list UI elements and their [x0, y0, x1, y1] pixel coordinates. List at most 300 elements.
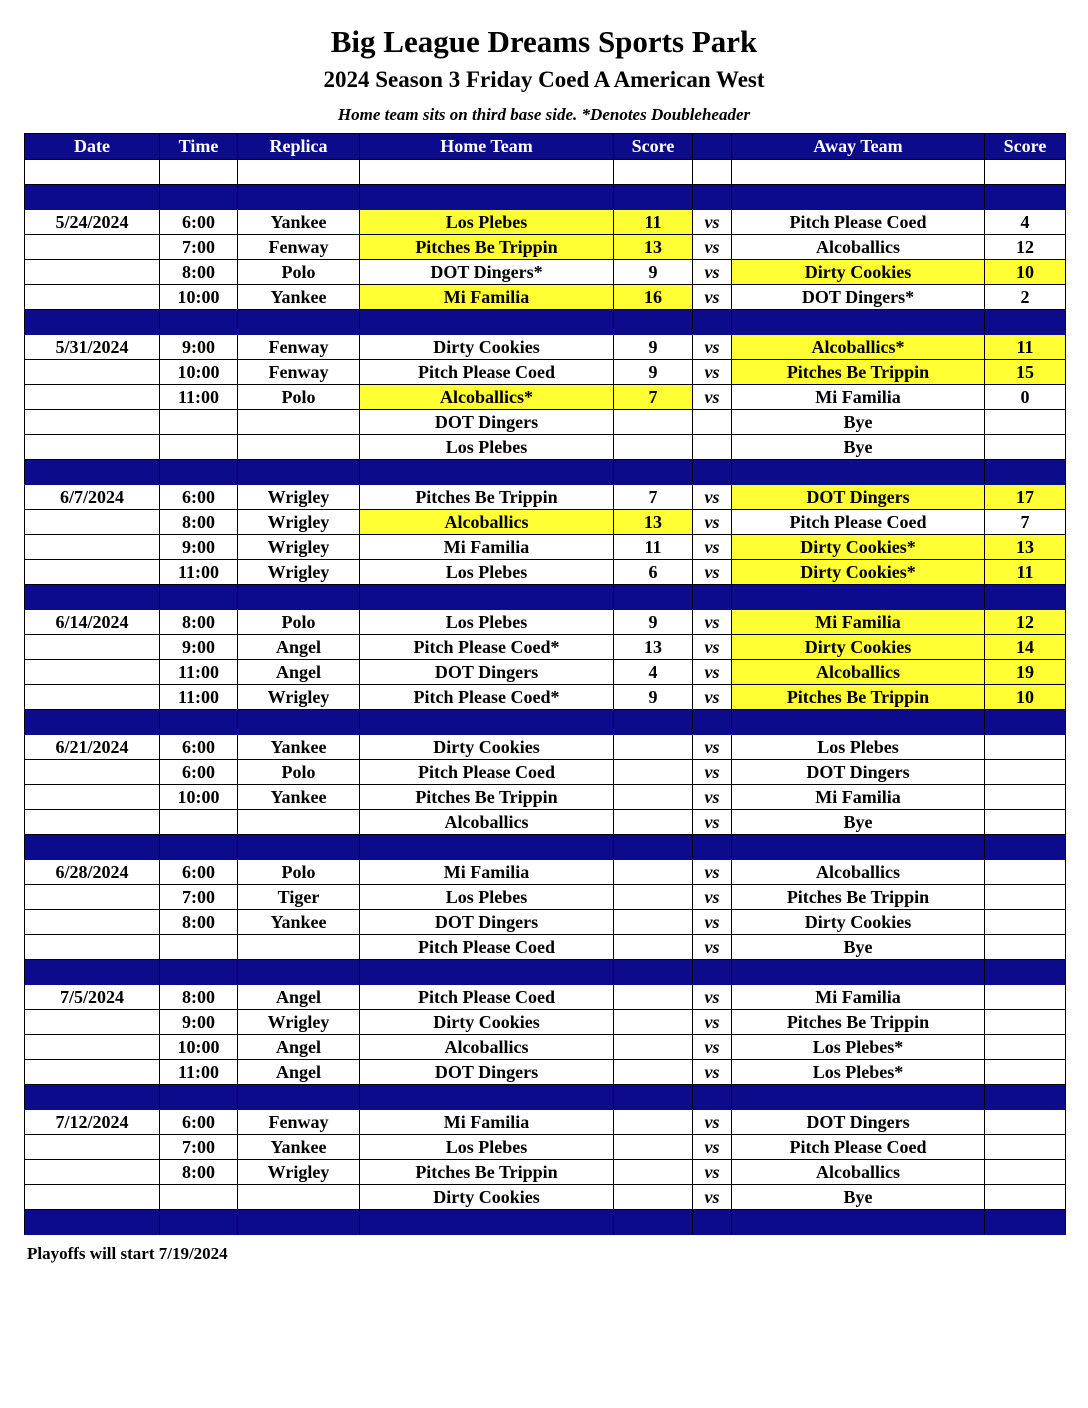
game-row [25, 735, 1066, 760]
game-time: 9:00 [160, 635, 238, 660]
away-score [985, 935, 1066, 960]
away-score [985, 810, 1066, 835]
home-team: Los Plebes [360, 610, 614, 635]
game-row [25, 610, 1066, 635]
away-score [985, 735, 1066, 760]
game-date: 6/14/2024 [25, 610, 160, 635]
vs-label: vs [693, 285, 732, 310]
game-date [25, 1035, 160, 1060]
game-row [25, 685, 1066, 710]
header-note: Home team sits on third base side. *Denotes Doubleheader [337, 105, 751, 124]
game-field: Wrigley [238, 685, 360, 710]
game-time: 9:00 [160, 535, 238, 560]
game-row [25, 335, 1066, 360]
vs-label: vs [693, 1160, 732, 1185]
away-team: Los Plebes* [732, 1035, 985, 1060]
game-time: 10:00 [160, 1035, 238, 1060]
home-score: 4 [614, 660, 693, 685]
game-date [25, 410, 160, 435]
game-date: 6/28/2024 [25, 860, 160, 885]
game-date: 5/24/2024 [25, 210, 160, 235]
home-score [614, 810, 693, 835]
home-team: Los Plebes [360, 885, 614, 910]
vs-label: vs [693, 685, 732, 710]
home-team: DOT Dingers [360, 910, 614, 935]
game-time: 8:00 [160, 610, 238, 635]
away-score: 12 [985, 235, 1066, 260]
game-field: Angel [238, 1035, 360, 1060]
game-row [25, 560, 1066, 585]
away-team: DOT Dingers [732, 1110, 985, 1135]
game-field: Polo [238, 610, 360, 635]
away-team: Mi Familia [732, 610, 985, 635]
away-team: Alcoballics [732, 1160, 985, 1185]
away-team: Pitch Please Coed [732, 210, 985, 235]
away-score [985, 885, 1066, 910]
home-team: DOT Dingers [360, 1060, 614, 1085]
away-team: Dirty Cookies [732, 260, 985, 285]
game-field: Angel [238, 1060, 360, 1085]
col-away-team: Away Team [732, 134, 985, 160]
game-date [25, 360, 160, 385]
game-field: Wrigley [238, 510, 360, 535]
game-time [160, 1185, 238, 1210]
page-title: Big League Dreams Sports Park [330, 24, 758, 59]
col-vs [693, 134, 732, 160]
away-team: Mi Familia [732, 385, 985, 410]
away-score [985, 985, 1066, 1010]
away-score: 13 [985, 535, 1066, 560]
away-team: Dirty Cookies* [732, 560, 985, 585]
vs-label: vs [693, 385, 732, 410]
game-date: 7/12/2024 [25, 1110, 160, 1135]
blank-row [25, 160, 1066, 185]
away-score: 7 [985, 510, 1066, 535]
away-team: Pitches Be Trippin [732, 685, 985, 710]
vs-label: vs [693, 210, 732, 235]
week-separator [25, 960, 1066, 985]
game-field: Polo [238, 385, 360, 410]
game-date [25, 235, 160, 260]
game-row [25, 1110, 1066, 1135]
game-field: Wrigley [238, 1010, 360, 1035]
game-row [25, 1135, 1066, 1160]
vs-label: vs [693, 260, 732, 285]
away-team: DOT Dingers [732, 485, 985, 510]
week-separator [25, 1085, 1066, 1110]
game-row [25, 785, 1066, 810]
game-date: 6/21/2024 [25, 735, 160, 760]
away-score [985, 1035, 1066, 1060]
game-row [25, 935, 1066, 960]
home-team: Pitch Please Coed [360, 760, 614, 785]
vs-label: vs [693, 1010, 732, 1035]
away-score: 15 [985, 360, 1066, 385]
game-time: 6:00 [160, 735, 238, 760]
away-score [985, 1135, 1066, 1160]
away-score [985, 785, 1066, 810]
home-team: Mi Familia [360, 860, 614, 885]
vs-label: vs [693, 1060, 732, 1085]
week-separator [25, 710, 1066, 735]
home-score [614, 860, 693, 885]
game-time [160, 435, 238, 460]
home-score: 9 [614, 685, 693, 710]
away-team: Pitches Be Trippin [732, 360, 985, 385]
away-score [985, 1010, 1066, 1035]
away-score: 10 [985, 260, 1066, 285]
home-score: 13 [614, 235, 693, 260]
home-team: Pitches Be Trippin [360, 485, 614, 510]
game-row [25, 985, 1066, 1010]
vs-label: vs [693, 560, 732, 585]
home-team: Los Plebes [360, 560, 614, 585]
game-row [25, 360, 1066, 385]
home-score: 7 [614, 385, 693, 410]
home-team: Dirty Cookies [360, 335, 614, 360]
game-date [25, 660, 160, 685]
game-date [25, 1060, 160, 1085]
vs-label: vs [693, 660, 732, 685]
week-separator [25, 835, 1066, 860]
away-score [985, 1060, 1066, 1085]
home-team: Pitches Be Trippin [360, 785, 614, 810]
game-row [25, 860, 1066, 885]
game-field [238, 410, 360, 435]
home-team: Pitches Be Trippin [360, 235, 614, 260]
away-team: Bye [732, 435, 985, 460]
home-score [614, 1035, 693, 1060]
game-date: 6/7/2024 [25, 485, 160, 510]
game-time: 11:00 [160, 660, 238, 685]
home-score: 9 [614, 335, 693, 360]
game-time: 8:00 [160, 910, 238, 935]
game-time: 7:00 [160, 1135, 238, 1160]
game-row [25, 660, 1066, 685]
vs-label: vs [693, 785, 732, 810]
game-time [160, 410, 238, 435]
game-field: Fenway [238, 335, 360, 360]
game-date: 7/5/2024 [25, 985, 160, 1010]
home-team: Los Plebes [360, 210, 614, 235]
game-field: Polo [238, 760, 360, 785]
game-field: Yankee [238, 1135, 360, 1160]
game-field: Wrigley [238, 1160, 360, 1185]
vs-label [693, 410, 732, 435]
game-time: 6:00 [160, 860, 238, 885]
home-team: Pitch Please Coed* [360, 685, 614, 710]
home-team: Alcoballics [360, 510, 614, 535]
game-row [25, 535, 1066, 560]
game-field: Tiger [238, 885, 360, 910]
game-row [25, 510, 1066, 535]
game-time: 11:00 [160, 685, 238, 710]
game-date [25, 935, 160, 960]
game-field: Yankee [238, 735, 360, 760]
home-score [614, 935, 693, 960]
away-team: Pitches Be Trippin [732, 885, 985, 910]
game-field [238, 810, 360, 835]
vs-label: vs [693, 235, 732, 260]
home-score: 9 [614, 610, 693, 635]
game-time: 6:00 [160, 210, 238, 235]
vs-label [693, 435, 732, 460]
away-team: Bye [732, 935, 985, 960]
away-team: Alcoballics [732, 860, 985, 885]
home-score [614, 910, 693, 935]
game-row [25, 1160, 1066, 1185]
game-date: 5/31/2024 [25, 335, 160, 360]
game-row [25, 810, 1066, 835]
col-home-team: Home Team [360, 134, 614, 160]
game-field [238, 1185, 360, 1210]
game-field: Yankee [238, 285, 360, 310]
game-row [25, 485, 1066, 510]
away-team: Pitch Please Coed [732, 510, 985, 535]
game-date [25, 785, 160, 810]
home-score: 9 [614, 260, 693, 285]
away-team: Alcoballics [732, 660, 985, 685]
game-time: 6:00 [160, 1110, 238, 1135]
home-score [614, 885, 693, 910]
away-score: 2 [985, 285, 1066, 310]
home-score [614, 735, 693, 760]
game-time [160, 935, 238, 960]
game-field: Angel [238, 635, 360, 660]
vs-label: vs [693, 335, 732, 360]
game-time: 8:00 [160, 510, 238, 535]
game-time: 9:00 [160, 335, 238, 360]
home-team: Pitches Be Trippin [360, 1160, 614, 1185]
away-team: Bye [732, 810, 985, 835]
home-score: 13 [614, 510, 693, 535]
col-date: Date [25, 134, 160, 160]
home-score: 16 [614, 285, 693, 310]
game-date [25, 685, 160, 710]
game-time: 11:00 [160, 385, 238, 410]
vs-label: vs [693, 810, 732, 835]
home-team: Los Plebes [360, 1135, 614, 1160]
away-score [985, 1160, 1066, 1185]
game-date [25, 810, 160, 835]
home-score: 11 [614, 210, 693, 235]
home-team: Mi Familia [360, 285, 614, 310]
away-team: Alcoballics [732, 235, 985, 260]
away-team: Bye [732, 410, 985, 435]
away-team: DOT Dingers* [732, 285, 985, 310]
game-time: 10:00 [160, 360, 238, 385]
col-replica: Replica [238, 134, 360, 160]
game-time: 7:00 [160, 885, 238, 910]
game-row [25, 385, 1066, 410]
home-score [614, 1185, 693, 1210]
game-row [25, 760, 1066, 785]
away-score: 4 [985, 210, 1066, 235]
away-team: Mi Familia [732, 985, 985, 1010]
game-date [25, 885, 160, 910]
away-score: 11 [985, 560, 1066, 585]
away-score: 0 [985, 385, 1066, 410]
game-date [25, 260, 160, 285]
home-team: DOT Dingers [360, 660, 614, 685]
playoffs-note: Playoffs will start 7/19/2024 [27, 1244, 228, 1263]
game-row [25, 260, 1066, 285]
away-score [985, 1110, 1066, 1135]
away-team: Bye [732, 1185, 985, 1210]
home-team: Alcoballics* [360, 385, 614, 410]
away-team: Mi Familia [732, 785, 985, 810]
away-score [985, 760, 1066, 785]
home-team: DOT Dingers [360, 410, 614, 435]
home-team: Dirty Cookies [360, 1010, 614, 1035]
away-score: 11 [985, 335, 1066, 360]
schedule-table [24, 133, 1066, 1235]
home-score [614, 785, 693, 810]
page-subtitle: 2024 Season 3 Friday Coed A American West [323, 67, 765, 92]
game-field: Fenway [238, 360, 360, 385]
game-date [25, 435, 160, 460]
game-time: 8:00 [160, 1160, 238, 1185]
game-date [25, 1160, 160, 1185]
game-time: 7:00 [160, 235, 238, 260]
vs-label: vs [693, 760, 732, 785]
home-score [614, 1110, 693, 1135]
game-field: Angel [238, 660, 360, 685]
game-field: Wrigley [238, 535, 360, 560]
away-score [985, 410, 1066, 435]
game-row [25, 1060, 1066, 1085]
home-team: Los Plebes [360, 435, 614, 460]
game-field [238, 435, 360, 460]
game-date [25, 910, 160, 935]
game-date [25, 535, 160, 560]
away-score: 17 [985, 485, 1066, 510]
vs-label: vs [693, 360, 732, 385]
column-header-row [25, 134, 1066, 160]
vs-label: vs [693, 485, 732, 510]
game-row [25, 1035, 1066, 1060]
game-field: Yankee [238, 910, 360, 935]
week-separator [25, 585, 1066, 610]
game-date [25, 560, 160, 585]
home-team: Alcoballics [360, 810, 614, 835]
week-separator [25, 185, 1066, 210]
game-row [25, 910, 1066, 935]
game-field: Fenway [238, 1110, 360, 1135]
home-score: 11 [614, 535, 693, 560]
vs-label: vs [693, 1035, 732, 1060]
away-score: 14 [985, 635, 1066, 660]
home-score: 7 [614, 485, 693, 510]
home-score: 6 [614, 560, 693, 585]
home-score [614, 410, 693, 435]
away-team: Dirty Cookies [732, 910, 985, 935]
home-score [614, 1060, 693, 1085]
home-team: Alcoballics [360, 1035, 614, 1060]
game-field: Fenway [238, 235, 360, 260]
home-score [614, 435, 693, 460]
away-team: Pitch Please Coed [732, 1135, 985, 1160]
away-score [985, 860, 1066, 885]
game-time: 8:00 [160, 260, 238, 285]
away-team: Alcoballics* [732, 335, 985, 360]
game-row [25, 1010, 1066, 1035]
week-separator [25, 1210, 1066, 1235]
away-team: Los Plebes [732, 735, 985, 760]
vs-label: vs [693, 935, 732, 960]
game-field: Polo [238, 260, 360, 285]
game-time: 6:00 [160, 485, 238, 510]
game-row [25, 285, 1066, 310]
col-away-score: Score [985, 134, 1066, 160]
week-separator [25, 310, 1066, 335]
game-date [25, 1185, 160, 1210]
col-time: Time [160, 134, 238, 160]
away-team: Pitches Be Trippin [732, 1010, 985, 1035]
game-row [25, 635, 1066, 660]
game-row [25, 410, 1066, 435]
schedule-body [25, 160, 1066, 1235]
home-team: Mi Familia [360, 535, 614, 560]
home-team: DOT Dingers* [360, 260, 614, 285]
game-field: Angel [238, 985, 360, 1010]
vs-label: vs [693, 885, 732, 910]
vs-label: vs [693, 510, 732, 535]
home-team: Dirty Cookies [360, 735, 614, 760]
home-score [614, 760, 693, 785]
game-date [25, 1135, 160, 1160]
game-time: 10:00 [160, 785, 238, 810]
home-score [614, 1160, 693, 1185]
game-field [238, 935, 360, 960]
game-time [160, 810, 238, 835]
home-team: Mi Familia [360, 1110, 614, 1135]
game-time: 9:00 [160, 1010, 238, 1035]
game-time: 11:00 [160, 1060, 238, 1085]
home-score [614, 1135, 693, 1160]
away-team: Dirty Cookies* [732, 535, 985, 560]
game-date [25, 510, 160, 535]
game-row [25, 210, 1066, 235]
game-field: Wrigley [238, 485, 360, 510]
game-row [25, 435, 1066, 460]
away-score [985, 1185, 1066, 1210]
home-score: 13 [614, 635, 693, 660]
home-score [614, 985, 693, 1010]
home-team: Pitch Please Coed [360, 935, 614, 960]
game-field: Polo [238, 860, 360, 885]
home-team: Pitch Please Coed [360, 360, 614, 385]
game-date [25, 1010, 160, 1035]
vs-label: vs [693, 1135, 732, 1160]
game-time: 10:00 [160, 285, 238, 310]
away-team: Dirty Cookies [732, 635, 985, 660]
away-score: 10 [985, 685, 1066, 710]
away-score: 12 [985, 610, 1066, 635]
game-date [25, 635, 160, 660]
away-score: 19 [985, 660, 1066, 685]
game-date [25, 385, 160, 410]
game-time: 8:00 [160, 985, 238, 1010]
game-field: Wrigley [238, 560, 360, 585]
vs-label: vs [693, 1185, 732, 1210]
home-score: 9 [614, 360, 693, 385]
vs-label: vs [693, 610, 732, 635]
vs-label: vs [693, 1110, 732, 1135]
game-row [25, 235, 1066, 260]
game-time: 6:00 [160, 760, 238, 785]
away-team: DOT Dingers [732, 760, 985, 785]
